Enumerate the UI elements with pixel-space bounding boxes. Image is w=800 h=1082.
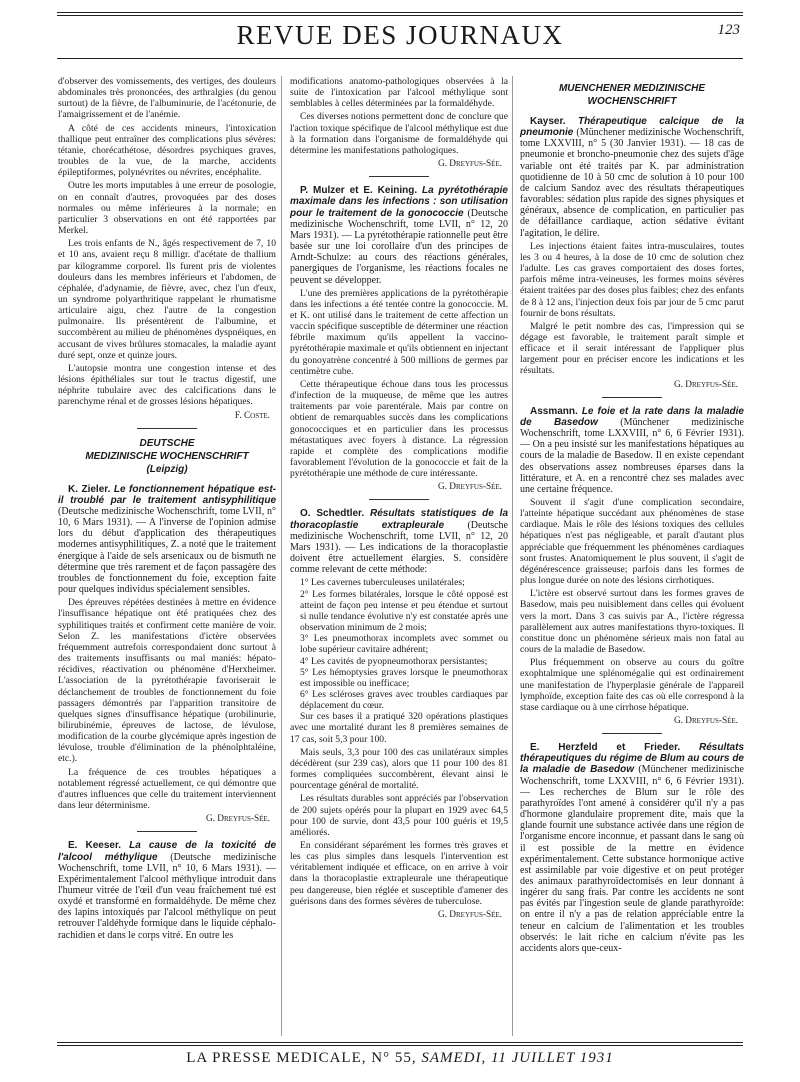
separator — [602, 733, 662, 734]
paragraph: Des épreuves répétées destinées à mettre en évidence l'insuffisance hépatique ont été pratiquées chez des syphilitiques traités et confirment cette manière de voir. Selon Z. les manifestations d'ictère observées fréquemment autrefois correspondaient donc surtout à des traitements insuffisants ou mal maniés: hépato-récidives, réactivation ou phénomène d'Herxheimer. L'association de la pyrétothérapie favoriserait le déclanchement de troubles de fonctionnement du foie passagers démontrés par l'apparition transitoire de quelques signes d'insuffisance hépatique (urobilinurie, bilirubinémie, épreuves de lactose, de lévulose, modification de la courbe glycémique après ingestion de lévulose, trouble d'élimination de la phénolphtaléine, etc.). — [58, 597, 276, 765]
list-item: 2° Les formes bilatérales, lorsque le côté opposé est atteint de façon peu intense et peu étendue et surtout si nulle tendance évolutive n'y est constatée après une observation minimum de 2 mois; — [300, 588, 508, 634]
list-item: 5° Les hémoptysies graves lorsque le pneumothorax est impossible ou inefficace; — [300, 666, 508, 689]
article-heading — [58, 484, 276, 596]
article-author: E. Herzfeld et Frieder. — [530, 742, 681, 754]
signature: G. Dreyfus-Sée. — [437, 159, 502, 170]
article-title: La pyrétothérapie maximale dans les infections : son utilisation pour le traitement de la gonococcie — [290, 185, 508, 219]
article-text: (Münchener medizinische Wochenschrift, tome LXXVIII, n° 5 (30 Janvier 1931). — 18 cas de pneumonie et broncho-pneumonie chez des sujets d'âge variable ont été traités par K. par administration quotidienne de 10 à 50 cmc de solution à 10 pour 100 de calcium Sandoz avec des résultats thérapeutiques favorables: sédation plus rapide des signes physiques et généraux, absence de complication, en particulier pas de défaillance cardiaque, action sédative évitant l'agitation, le délire. — [520, 127, 745, 239]
signature: F. Coste. — [234, 410, 270, 421]
article-text: (Deutsche medizinische Wochenschrift, tome LVII, n° 10, 6 Mars 1931). — Expérimentalement l'alcool méthylique introduit dans l'humeur vitrée de l'œil d'un veau fraîchement tué est oxydé et transformé en formaldéhyde. De même chez des lapins intoxiqués par l'alcool méthylique on peut retrouver l'aldéhyde formique dans le liquide céphalo-rachidien et dans le corps vitré. En outre les — [58, 851, 277, 941]
column-1 — [58, 76, 276, 943]
article-author: Assmann. — [530, 405, 578, 417]
header-rule — [57, 58, 743, 59]
column-divider-2 — [512, 76, 513, 1036]
paragraph: La fréquence de ces troubles hépatiques a notablement régressé actuellement, ce qui démontre que d'autres influences que celle du traitement interviennent dans leur déterminisme. — [58, 766, 276, 812]
article-author: E. Keeser. — [68, 840, 122, 852]
separator — [137, 831, 197, 832]
article-author: Kayser. — [530, 116, 566, 127]
signature: G. Dreyfus-Sée. — [673, 715, 738, 726]
page-footer — [0, 1050, 800, 1067]
article-title: Thérapeutique calcique de la pneumonie — [520, 116, 744, 139]
journal-heading — [520, 82, 744, 108]
article-text: (Deutsche medizinische Wochenschrift, tome LVII, n° 12, 20 Mars 1931). — Les indications de la thoracoplastie doivent être actuellement élargies. S. considère comme relevant de cette méthode: — [290, 519, 508, 576]
journal-name-line: WOCHENSCHRIFT — [587, 96, 677, 107]
separator — [602, 397, 662, 398]
article-author: K. Zieler. — [68, 483, 111, 495]
article-author: O. Schedtler. — [300, 508, 365, 520]
list-item: 3° Les pneumothorax incomplets avec sommet ou lobe supérieur cavitaire adhérent; — [300, 633, 508, 656]
footer-publication: LA PRESSE MEDICALE, N° 55, — [186, 1050, 417, 1066]
list-item: 6° Les scléroses graves avec troubles cardiaques par déplacement du cœur. — [300, 688, 508, 712]
separator — [369, 499, 429, 500]
article-text: (Deutsche medizinische Wochenschrift, tome LVII, n° 10, 6 Mars 1931). — A l'inverse de l'opinion admise lors du début d'application des thérapeutiques modernes antisyphilitiques, Z. a noté que le traitement énergique à l'aide de sels arsenicaux ou de bismuth ne détermine que très rarement et de façon passagère des troubles de fonctionnement du foie, exception faite pour quelques individus spécialement sensibles. — [58, 506, 276, 596]
article-heading — [520, 406, 744, 495]
article-text: (Münchener medizinische Wochenschrift, tome LXXVIII, n° 6, 6 Février 1931). — Les recherches de Blum sur le rôle des parathyroïdes l'ont amené à considérer qu'il n'y a pas d'hormone glandulaire proprement dite, mais que la glande fournit une substance activée dans une région de l'organisme encore inconnue, et passant dans le sang où il est possible de la mettre en évidence expérimentalement. Cette substance hormonique active est assimilable par voie digestive et on peut protéger des animaux parathyroïdectomisés en leur donnant à ingérer du sang frais. Par contre les accidents ne sont pas évités par l'ingestion seule de glande parathyroïde: on entre il n'y a pas de relation appréciable entre la teneur en calcium de l'alimentation et les troubles observés: le lait riche en calcium n'évite pas les accidents alors que-ceux- — [520, 764, 744, 954]
article-heading — [290, 508, 508, 575]
footer-date: SAMEDI, 11 JUILLET 1931 — [421, 1050, 614, 1066]
paragraph: d'observer des vomissements, des vertiges, des douleurs abdominales très prononcées, des arthralgies (du genou surtout) de la fièvre, de l'albuminurie, de l'acétonurie, de l'amaigrissement et de l'anémie. — [58, 76, 276, 121]
paragraph: Malgré le petit nombre des cas, l'impression qui se dégage est favorable, le traitement paraît simple et efficace et il serait intéressant de l'appliquer plus largement pour en préciser encore les indications et les résultats. — [520, 320, 744, 377]
article-heading — [58, 840, 276, 940]
paragraph: L'une des premières applications de la pyrétothérapie dans les infections a été tentée contre la gonococcie. M. et K. ont utilisé dans le traitement de cette affection un vaccin spécifique susceptible de déterminer une réaction fébrile maximum qu'ils appellent la vaccino-pyrétothérapie maximale et qu'ils obtiennent en injectant du gonoyatrène concentré à 500 millions de germes par centimètre cube. — [290, 287, 508, 377]
article-heading — [520, 116, 744, 239]
masthead — [0, 14, 800, 58]
list-item: 1° Les cavernes tuberculeuses unilatérales; — [300, 577, 465, 589]
column-3 — [520, 76, 744, 956]
signature: G. Dreyfus-Sée. — [205, 814, 270, 825]
paragraph: En considérant séparément les formes très graves et les cas plus simples dans lesquels l'intervention est véritablement indiquée et efficace, on en arrive à voir dans la thoracoplastie extrapleurale une thérapeutique peu dangereuse, bien réglée et susceptible d'amener des guérisons dans des formes sévères de tuberculose. — [290, 840, 508, 907]
paragraph: Mais seuls, 3,3 pour 100 des cas unilatéraux simples décédèrent (sur 239 cas), alors que 11 pour 100 des 81 formes compliquées succombèrent, élevant ainsi le pourcentage général de mortalité. — [290, 746, 508, 792]
signature: G. Dreyfus-Sée. — [673, 379, 738, 390]
article-title: Le fonctionnement hépatique est-il troublé par le traitement antisyphilitique — [58, 483, 276, 506]
page-number: 123 — [717, 22, 740, 38]
article-text: (Deutsche medizinische Wochenschrift, tome LVII, n° 12, 20 Mars 1931). — La pyrétothérapie rationnelle peut être basée sur une loi corollaire d'un des principes de Arndt-Schulze: au cours des réactions générales, panergiques de l'organisme, les réactions focales ne peuvent se développer. — [290, 207, 508, 286]
paragraph: Plus fréquemment on observe au cours du goître exophtalmique une splénomégalie qui est ordinairement une manifestation de l'hyperplasie générale de l'appareil lymphoïde, exception faite des cas où elle correspond à la stase cardiaque ou à une cirrhose hépatique. — [520, 657, 744, 713]
paragraph: modifications anatomo-pathologiques observées à la suite de l'intoxication par l'alcool méthylique sont semblables à celles déterminées par la formaldéhyde. — [290, 76, 508, 110]
paragraph: Cette thérapeutique échoue dans tous les processus d'infection de la muqueuse, de même que les autres traitements par voie parentérale. Mais par contre on obtient de remarquables succès dans les complications gonococciques et en particulier dans les processus métastatiques avec foyers à distance. La régression rapide et complète des complications modifie favorablement l'évolution de la gonococcie et fait de la pyrétothérapie une méthode de cure intéressante. — [290, 378, 508, 480]
journal-section-title: REVUE DES JOURNAUX — [236, 20, 564, 50]
article-text: (Münchener medizinische Wochenschrift, tome LXXVIII, n° 6, 6 Février 1931). — On a peu insisté sur les manifestations hépatiques au cours de la maladie de Basedow. Il en existe cependant des observations assez nombreuses éparses dans la littérature, et A. en a rencontré chez ses malades avec une certaine fréquence. — [520, 416, 744, 495]
column-divider-1 — [281, 76, 282, 1036]
paragraph: Outre les morts imputables à une erreur de posologie, on en connaît d'autres, provoquées par des doses normales ou même inférieures à la normale; en particulier 3 observations en ont été rapportées par Merkel. — [58, 180, 276, 237]
journal-heading — [58, 437, 276, 476]
article-heading — [290, 185, 508, 285]
article-title: Résultats thérapeutiques du régime de Blum au cours de la maladie de Basedow — [520, 742, 744, 776]
paragraph: L'autopsie montra une congestion intense et des lésions épithéliales sur tout le tractus digestif, une néphrite tubulaire avec des calcifications dans le parenchyme rénal et de grosses lésions hépatiques. — [58, 362, 276, 408]
article-author: P. Mulzer et E. Keining. — [300, 185, 418, 197]
footer-rule-1 — [57, 1042, 743, 1043]
paragraph: L'ictère est observé surtout dans les formes graves de Basedow, mais peu nuisiblement dans celles qui évoluent vers la mort. Dans 3 cas suivis par A., l'ictère régressa parallèlement aux autres manifestations thyro-toxiques. Il constitue donc un phénomène sérieux mais non fatal au cours de la maladie de Basedow. — [520, 588, 744, 656]
list-item: 4° Les cavités de pyopneumothorax persistantes; — [300, 655, 488, 667]
separator — [369, 176, 429, 177]
paragraph: Les trois enfants de N., âgés respectivement de 7, 10 et 10 ans, avaient reçu 8 milligr. d'acétate de thallium par kilogramme corporel. Ils furent pris de violentes douleurs dans les membres inférieurs et l'abdomen, de céphalée, d'adynamie, de fièvre, avec, chez l'un d'eux, un syndrome polyarthritique rappelant le rhumatisme articulaire aigu, chez l'autre de la congestion pulmonaire. Ils présentèrent de l'albumine, et succombèrent au milieu de phénomènes dyspnéiques, en accusant de vives brûlures stomacales, la maladie ayant duré sept, onze et quinze jours. — [58, 238, 276, 361]
paragraph: Sur ces bases il a pratiqué 320 opérations plastiques avec une mortalité durant les 8 premières semaines de 17 cas, soit 5,3 pour 100. — [290, 711, 508, 745]
signature: G. Dreyfus-Sée. — [437, 909, 502, 920]
article-title: Résultats statistiques de la thoracoplastie extrapleurale — [290, 508, 508, 531]
footer-rule-2 — [57, 1045, 743, 1046]
article-title: Le foie et la rate dans la maladie de Basedow — [520, 405, 744, 428]
paragraph: A côté de ces accidents mineurs, l'intoxication thallique peut entraîner des complications plus sévères: tétanie, chorécathétose, désordres psychiques graves, troubles de la vue, de la marche, accidents épileptiformes, polynévrites ou névrites, encéphalite. — [58, 122, 276, 179]
article-heading — [520, 742, 744, 954]
paragraph: Les injections étaient faites intra-musculaires, toutes les 3 ou 4 heures, à la dose de 10 cmc de solution chez l'adulte. Les cas graves comportaient des doses fortes, parfois même intra-veineuses, les formes moins sévères étaient traitées par des doses plus faibles; chez des enfants de 8 à 12 ans, l'injection deux fois par jour de 5 cmc parut fournir de bons résultats. — [520, 240, 744, 319]
separator — [137, 428, 197, 429]
paragraph: Souvent il s'agit d'une complication secondaire, l'atteinte hépatique succédant aux phénomènes de stase cardiaque. Mais le rôle des lésions toxiques des cellules hépatiques n'est pas négligeable, et paraît d'autant plus appréciable que fréquemment les phénomènes cardiaques sont frustes. Anatomiquement le plus souvent, il s'agit de dégénérescence graisseuse; parfois dans les formes de plus longue durée on note des lésions cirrhotiques. — [520, 497, 744, 587]
signature: G. Dreyfus-Sée. — [437, 482, 502, 493]
journal-name-line: DEUTSCHE — [139, 437, 195, 449]
paragraph: Les résultats durables sont appréciés par l'observation de 200 sujets opérés pour la plupart en 1929 avec 64,5 pour 100 de survie, dont 43,5 pour 100 guéris et 19,5 améliorés. — [290, 793, 508, 838]
top-rule-1 — [57, 12, 743, 13]
column-2 — [290, 76, 508, 925]
journal-name-line: MEDIZINISCHE WOCHENSCHRIFT — [85, 450, 249, 462]
article-title: La cause de la toxicité de l'alcool méthylique — [58, 840, 277, 863]
indication-list — [290, 577, 508, 711]
journal-name-line: MUENCHENER MEDIZINISCHE — [558, 83, 706, 94]
journal-city: (Leipzig) — [146, 463, 188, 475]
paragraph: Ces diverses notions permettent donc de conclure que l'action toxique spécifique de l'alcool méthylique est due à la formation dans l'organisme de formaldéhyde qui détermine les manifestations pathologiques. — [290, 111, 508, 156]
